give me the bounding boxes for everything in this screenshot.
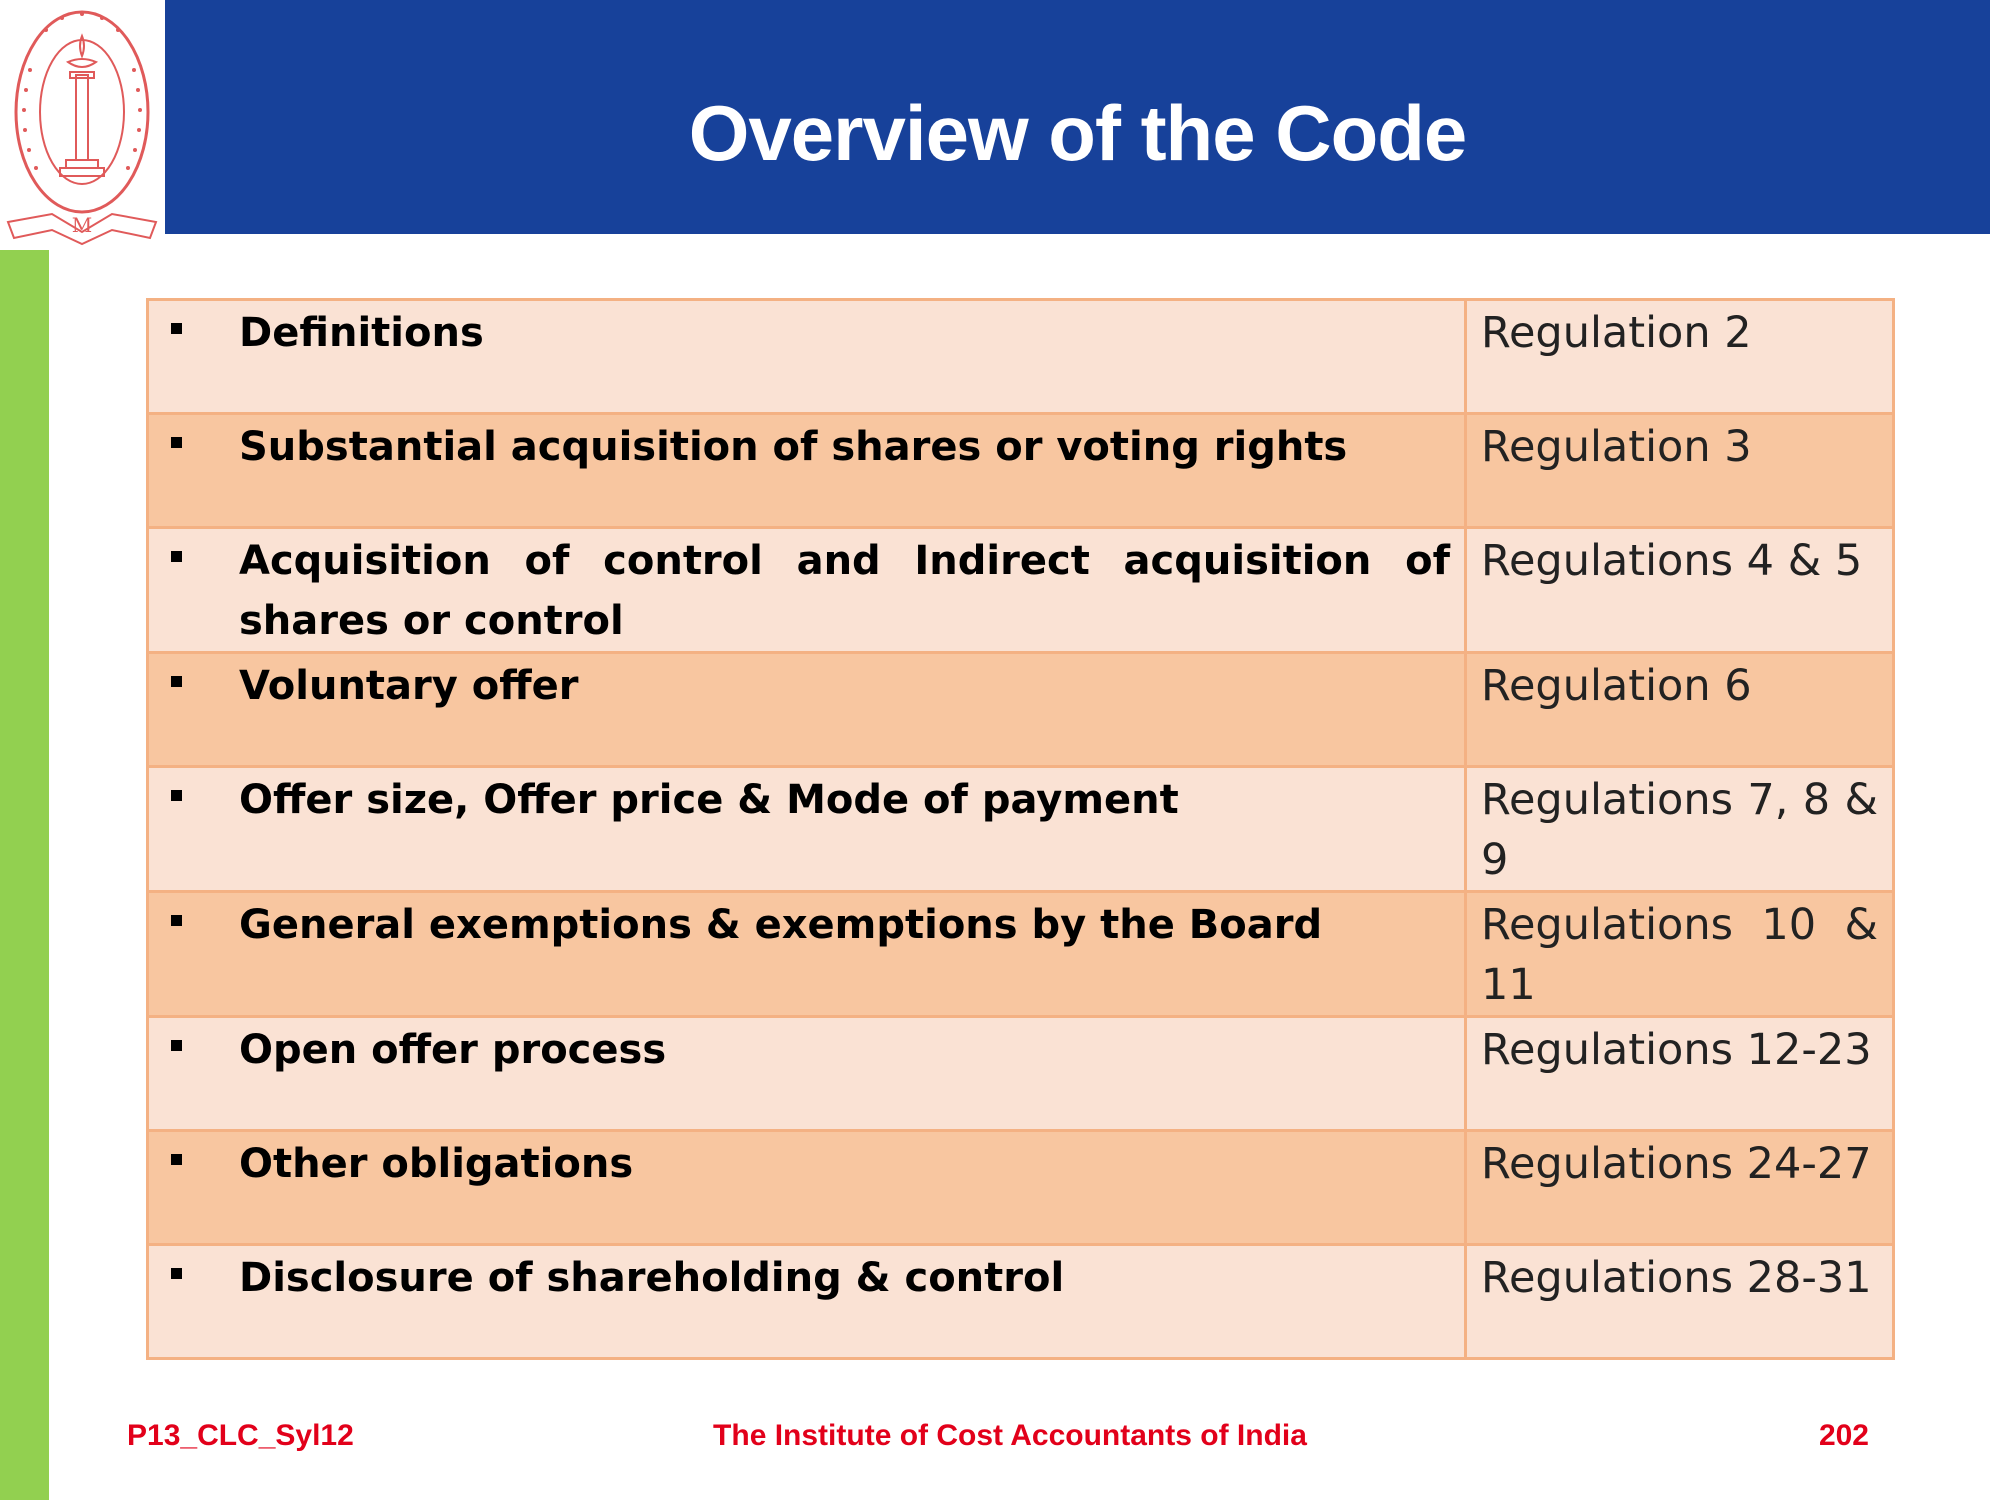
regulation-text: Regulations 12-23 <box>1481 1025 1872 1075</box>
bullet-icon <box>171 1268 182 1279</box>
topic-text: Acquisition of control and Indirect acquisition of shares or control <box>239 538 1450 644</box>
slide-title: Overview of the Code <box>688 89 1467 177</box>
regulation-cell <box>1466 892 1894 1017</box>
topic-text: Definitions <box>239 310 484 356</box>
regulation-text: Regulations 28-31 <box>1481 1253 1872 1303</box>
table-row <box>148 300 1894 414</box>
regulation-text: Regulations 7, 8 & 9 <box>1481 775 1878 885</box>
footer-institute-name: The Institute of Cost Accountants of India <box>713 1419 1307 1452</box>
regulation-cell <box>1466 1131 1894 1245</box>
regulation-text: Regulation 6 <box>1481 661 1752 711</box>
regulation-cell <box>1466 767 1894 892</box>
regulation-cell <box>1466 1245 1894 1359</box>
regulation-text: Regulations 10 & 11 <box>1481 900 1878 1010</box>
bullet-icon <box>171 437 182 448</box>
topic-text: Voluntary offer <box>239 663 579 709</box>
institute-logo <box>0 0 165 250</box>
regulation-cell <box>1466 528 1894 653</box>
table-row <box>148 653 1894 767</box>
topic-text: General exemptions & exemptions by the Board <box>239 902 1323 948</box>
topic-cell <box>148 653 1466 767</box>
footer-page-number: 202 <box>1818 1419 1869 1452</box>
bullet-icon <box>171 551 182 562</box>
topic-cell <box>148 892 1466 1017</box>
accent-strip <box>0 250 49 1500</box>
topic-text: Substantial acquisition of shares or voting rights <box>239 424 1348 470</box>
table-row <box>148 1017 1894 1131</box>
topic-cell <box>148 528 1466 653</box>
bullet-icon <box>171 915 182 926</box>
topic-cell <box>148 300 1466 414</box>
title-bar <box>165 0 1990 234</box>
table-row <box>148 414 1894 528</box>
topic-cell <box>148 414 1466 528</box>
topic-cell <box>148 1131 1466 1245</box>
table-row <box>148 1131 1894 1245</box>
topic-text: Other obligations <box>239 1141 634 1187</box>
topic-cell <box>148 1017 1466 1131</box>
regulation-cell <box>1466 414 1894 528</box>
regulation-text: Regulation 2 <box>1481 308 1752 358</box>
topic-text: Offer size, Offer price & Mode of payment <box>239 777 1179 823</box>
regulation-cell <box>1466 1017 1894 1131</box>
topic-text: Open offer process <box>239 1027 667 1073</box>
regulation-text: Regulations 4 & 5 <box>1481 536 1863 586</box>
regulation-text: Regulations 24-27 <box>1481 1139 1872 1189</box>
table-row <box>148 892 1894 1017</box>
bullet-icon <box>171 323 182 334</box>
bullet-icon <box>171 1040 182 1051</box>
svg-text:M: M <box>71 213 93 237</box>
bullet-icon <box>171 1154 182 1165</box>
topic-cell <box>148 1245 1466 1359</box>
regulation-cell <box>1466 653 1894 767</box>
footer-course-code: P13_CLC_Syl12 <box>127 1419 354 1452</box>
table-row <box>148 528 1894 653</box>
table-row <box>148 1245 1894 1359</box>
topic-text: Disclosure of shareholding & control <box>239 1255 1065 1301</box>
regulations-table <box>146 298 1895 1360</box>
regulation-cell <box>1466 300 1894 414</box>
regulation-text: Regulation 3 <box>1481 422 1752 472</box>
table-row <box>148 767 1894 892</box>
bullet-icon <box>171 790 182 801</box>
bullet-icon <box>171 676 182 687</box>
topic-cell <box>148 767 1466 892</box>
